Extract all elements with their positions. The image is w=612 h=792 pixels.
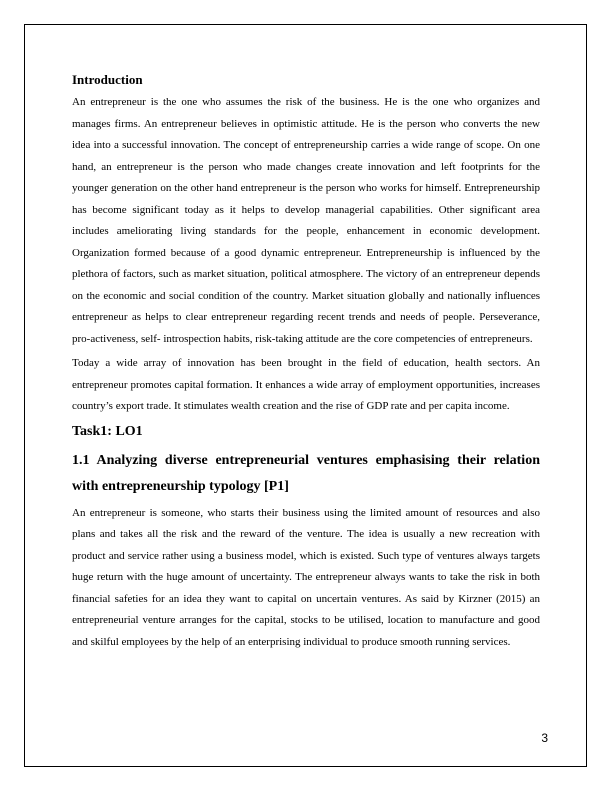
section-heading: 1.1 Analyzing diverse entrepreneurial ventures emphasising their relation with entrepreneurship typology [P1] (72, 452, 540, 494)
introduction-heading: Introduction (72, 72, 143, 87)
task-heading: Task1: LO1 (72, 423, 143, 439)
section-paragraph: An entrepreneur is someone, who starts their business using the limited amount of resources and also plans and takes all the risk and the reward of the venture. The idea is usually a new recreation with product and service rather using a business model, which is existed. Such type of ventures always targets huge return with the huge amount of uncertainty. The entrepreneur always wants to take the risk in both financial safeties for an idea they want to capital on uncertain ventures. As said by Kirzner (2015) an entrepreneurial venture arranges for the capital, stocks to be utilised, location to manufacture and good and skilful employees by the help of an enterprising individual to produce smooth running services. (72, 506, 540, 648)
page-number: 3 (541, 731, 548, 745)
document-body (72, 70, 540, 653)
introduction-paragraph-2: Today a wide array of innovation has been brought in the field of education, health sectors. An entrepreneur promotes capital formation. It enhances a wide array of employment opportunities, increases country’s export trade. It stimulates wealth creation and the rise of GDP rate and per capita income. (72, 357, 540, 412)
introduction-paragraph: An entrepreneur is the one who assumes the risk of the business. He is the one who organizes and manages firms. An entrepreneur believes in optimistic attitude. He is the person who converts the new idea into a successful innovation. The concept of entrepreneurship carries a wide range of scope. On one hand, an entrepreneur is the person who made changes create innovation and left footprints for the younger generation on the other hand entrepreneur is the person who works for himself. Entrepreneurship has become significant today as it helps to develop managerial capabilities. Other significant area includes ameliorating living standards for the people, enhancement in economic development. Organization formed because of a good dynamic entrepreneur. Entrepreneurship is influenced by the plethora of factors, such as market situation, political atmosphere. The victory of an entrepreneur depends on the economic and social condition of the country. Market situation globally and nationally influences entrepreneur as helps to clear entrepreneur regarding recent trends and needs of people. Perseverance, pro-activeness, self- introspection habits, risk-taking attitude are the core competencies of entrepreneurs. (72, 96, 540, 345)
